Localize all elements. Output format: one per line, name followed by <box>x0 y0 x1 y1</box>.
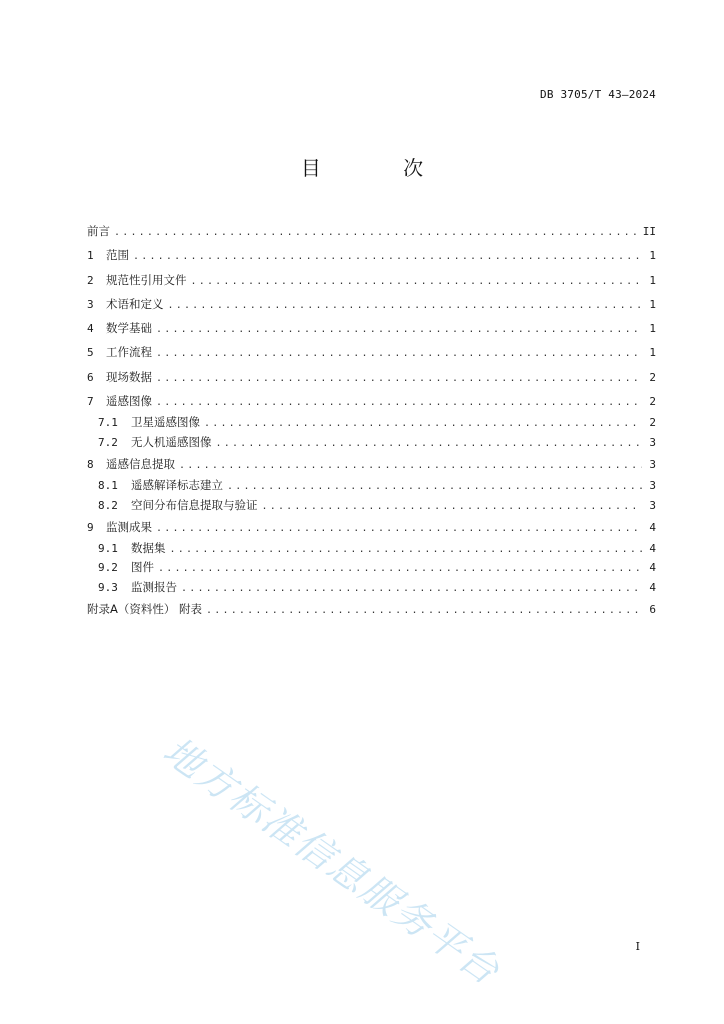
dot-leader <box>179 454 642 478</box>
toc-entry-label: 监测报告 <box>131 579 177 594</box>
toc-entry[interactable] <box>87 496 656 515</box>
dot-leader <box>206 599 642 623</box>
toc-entry-number: 5 <box>87 346 94 360</box>
toc-entry-label: 数学基础 <box>106 321 152 336</box>
toc-entry-page: 4 <box>649 561 656 575</box>
page-number: I <box>635 940 640 953</box>
dot-leader <box>168 294 643 318</box>
toc-entry-label: 遥感信息提取 <box>106 456 175 471</box>
dot-leader <box>156 367 642 391</box>
toc-entry-number: 8.2 <box>98 498 118 512</box>
toc-entry-page: 4 <box>649 520 656 534</box>
toc-entry[interactable] <box>87 268 656 292</box>
toc-entry[interactable] <box>87 578 656 597</box>
toc-entry-number: 7 <box>87 395 94 409</box>
toc-entry-label: 现场数据 <box>106 369 152 384</box>
toc-entry[interactable] <box>87 219 656 243</box>
toc-entry-number: 3 <box>87 297 94 311</box>
toc-entry-number: 8.1 <box>98 479 118 493</box>
toc-entry-page: 6 <box>649 603 656 617</box>
toc-entry-page: 3 <box>649 435 656 449</box>
dot-leader <box>191 270 643 294</box>
toc-entry-page: 3 <box>649 498 656 512</box>
toc-entry-number: 9.3 <box>98 580 118 594</box>
toc-entry-number: 7.2 <box>98 435 118 449</box>
dot-leader <box>114 221 639 245</box>
watermark: 地方标准信息服务平台 <box>155 728 509 994</box>
toc-entry[interactable] <box>87 389 656 413</box>
toc-entry-number: 9.2 <box>98 561 118 575</box>
toc-entry-page: II <box>642 225 656 238</box>
dot-leader <box>227 477 642 496</box>
dot-leader <box>156 517 642 541</box>
dot-leader <box>156 342 642 366</box>
toc-entry[interactable] <box>87 413 656 432</box>
toc-entry-page: 2 <box>649 395 656 409</box>
toc-entry-label: 卫星遥感图像 <box>131 415 200 430</box>
toc-entry-label: 工作流程 <box>106 345 152 360</box>
toc-entry-label: 规范性引用文件 <box>106 272 187 287</box>
dot-leader <box>158 559 642 578</box>
toc-entry-number: 9 <box>87 520 94 534</box>
toc-entry-page: 4 <box>649 580 656 594</box>
toc-entry-page: 3 <box>649 479 656 493</box>
document-code: DB 3705/T 43—2024 <box>540 88 656 101</box>
toc-entry[interactable] <box>87 340 656 364</box>
toc-entry-page: 1 <box>649 297 656 311</box>
toc-entry-page: 1 <box>649 273 656 287</box>
toc-entry[interactable] <box>87 515 656 539</box>
toc-entry-label: 范围 <box>106 248 129 263</box>
toc-entry-label: 遥感图像 <box>106 394 152 409</box>
dot-leader <box>204 414 642 433</box>
toc-entry-page: 3 <box>649 457 656 471</box>
toc-entry[interactable] <box>87 539 656 558</box>
toc-entry[interactable] <box>87 433 656 452</box>
dot-leader <box>262 497 643 516</box>
dot-leader <box>170 540 643 559</box>
toc-entry[interactable] <box>87 365 656 389</box>
dot-leader <box>156 391 642 415</box>
toc-entry-page: 4 <box>649 542 656 556</box>
toc-entry[interactable] <box>87 243 656 267</box>
toc-entry-page: 1 <box>649 249 656 263</box>
toc-entry-label: 空间分布信息提取与验证 <box>131 497 258 512</box>
toc-entry-number: 9.1 <box>98 542 118 556</box>
toc-entry-page: 2 <box>649 370 656 384</box>
toc-entry-number: 7.1 <box>98 416 118 430</box>
toc-entry-number: 2 <box>87 273 94 287</box>
toc-entry[interactable] <box>87 292 656 316</box>
toc-entry-number: 6 <box>87 370 94 384</box>
toc-entry-label: 术语和定义 <box>106 296 164 311</box>
toc-entry-label: 监测成果 <box>106 519 152 534</box>
page-title: 目 次 <box>300 156 462 180</box>
toc-entry-page: 2 <box>649 416 656 430</box>
toc-entry-label: 附录A（资料性） 附表 <box>87 602 203 617</box>
toc-entry-number: 8 <box>87 457 94 471</box>
toc-entry-page: 1 <box>649 322 656 336</box>
toc-entry[interactable] <box>87 558 656 577</box>
toc-entry[interactable] <box>87 452 656 476</box>
toc-entry-page: 1 <box>649 346 656 360</box>
toc-entry-number: 4 <box>87 322 94 336</box>
toc-entry-number: 1 <box>87 249 94 263</box>
dot-leader <box>156 318 642 342</box>
toc-entry-label: 数据集 <box>131 541 166 556</box>
dot-leader <box>216 434 643 453</box>
toc-entry[interactable] <box>87 476 656 495</box>
toc-entry-label: 无人机遥感图像 <box>131 434 212 449</box>
toc-entry-label: 图件 <box>131 560 154 575</box>
dot-leader <box>181 579 642 598</box>
toc-entry[interactable] <box>87 316 656 340</box>
toc-entry-label: 前言 <box>87 224 110 238</box>
toc-entry[interactable] <box>87 597 656 621</box>
toc-entry-label: 遥感解译标志建立 <box>131 478 223 493</box>
dot-leader <box>133 245 642 269</box>
table-of-contents <box>87 219 656 621</box>
